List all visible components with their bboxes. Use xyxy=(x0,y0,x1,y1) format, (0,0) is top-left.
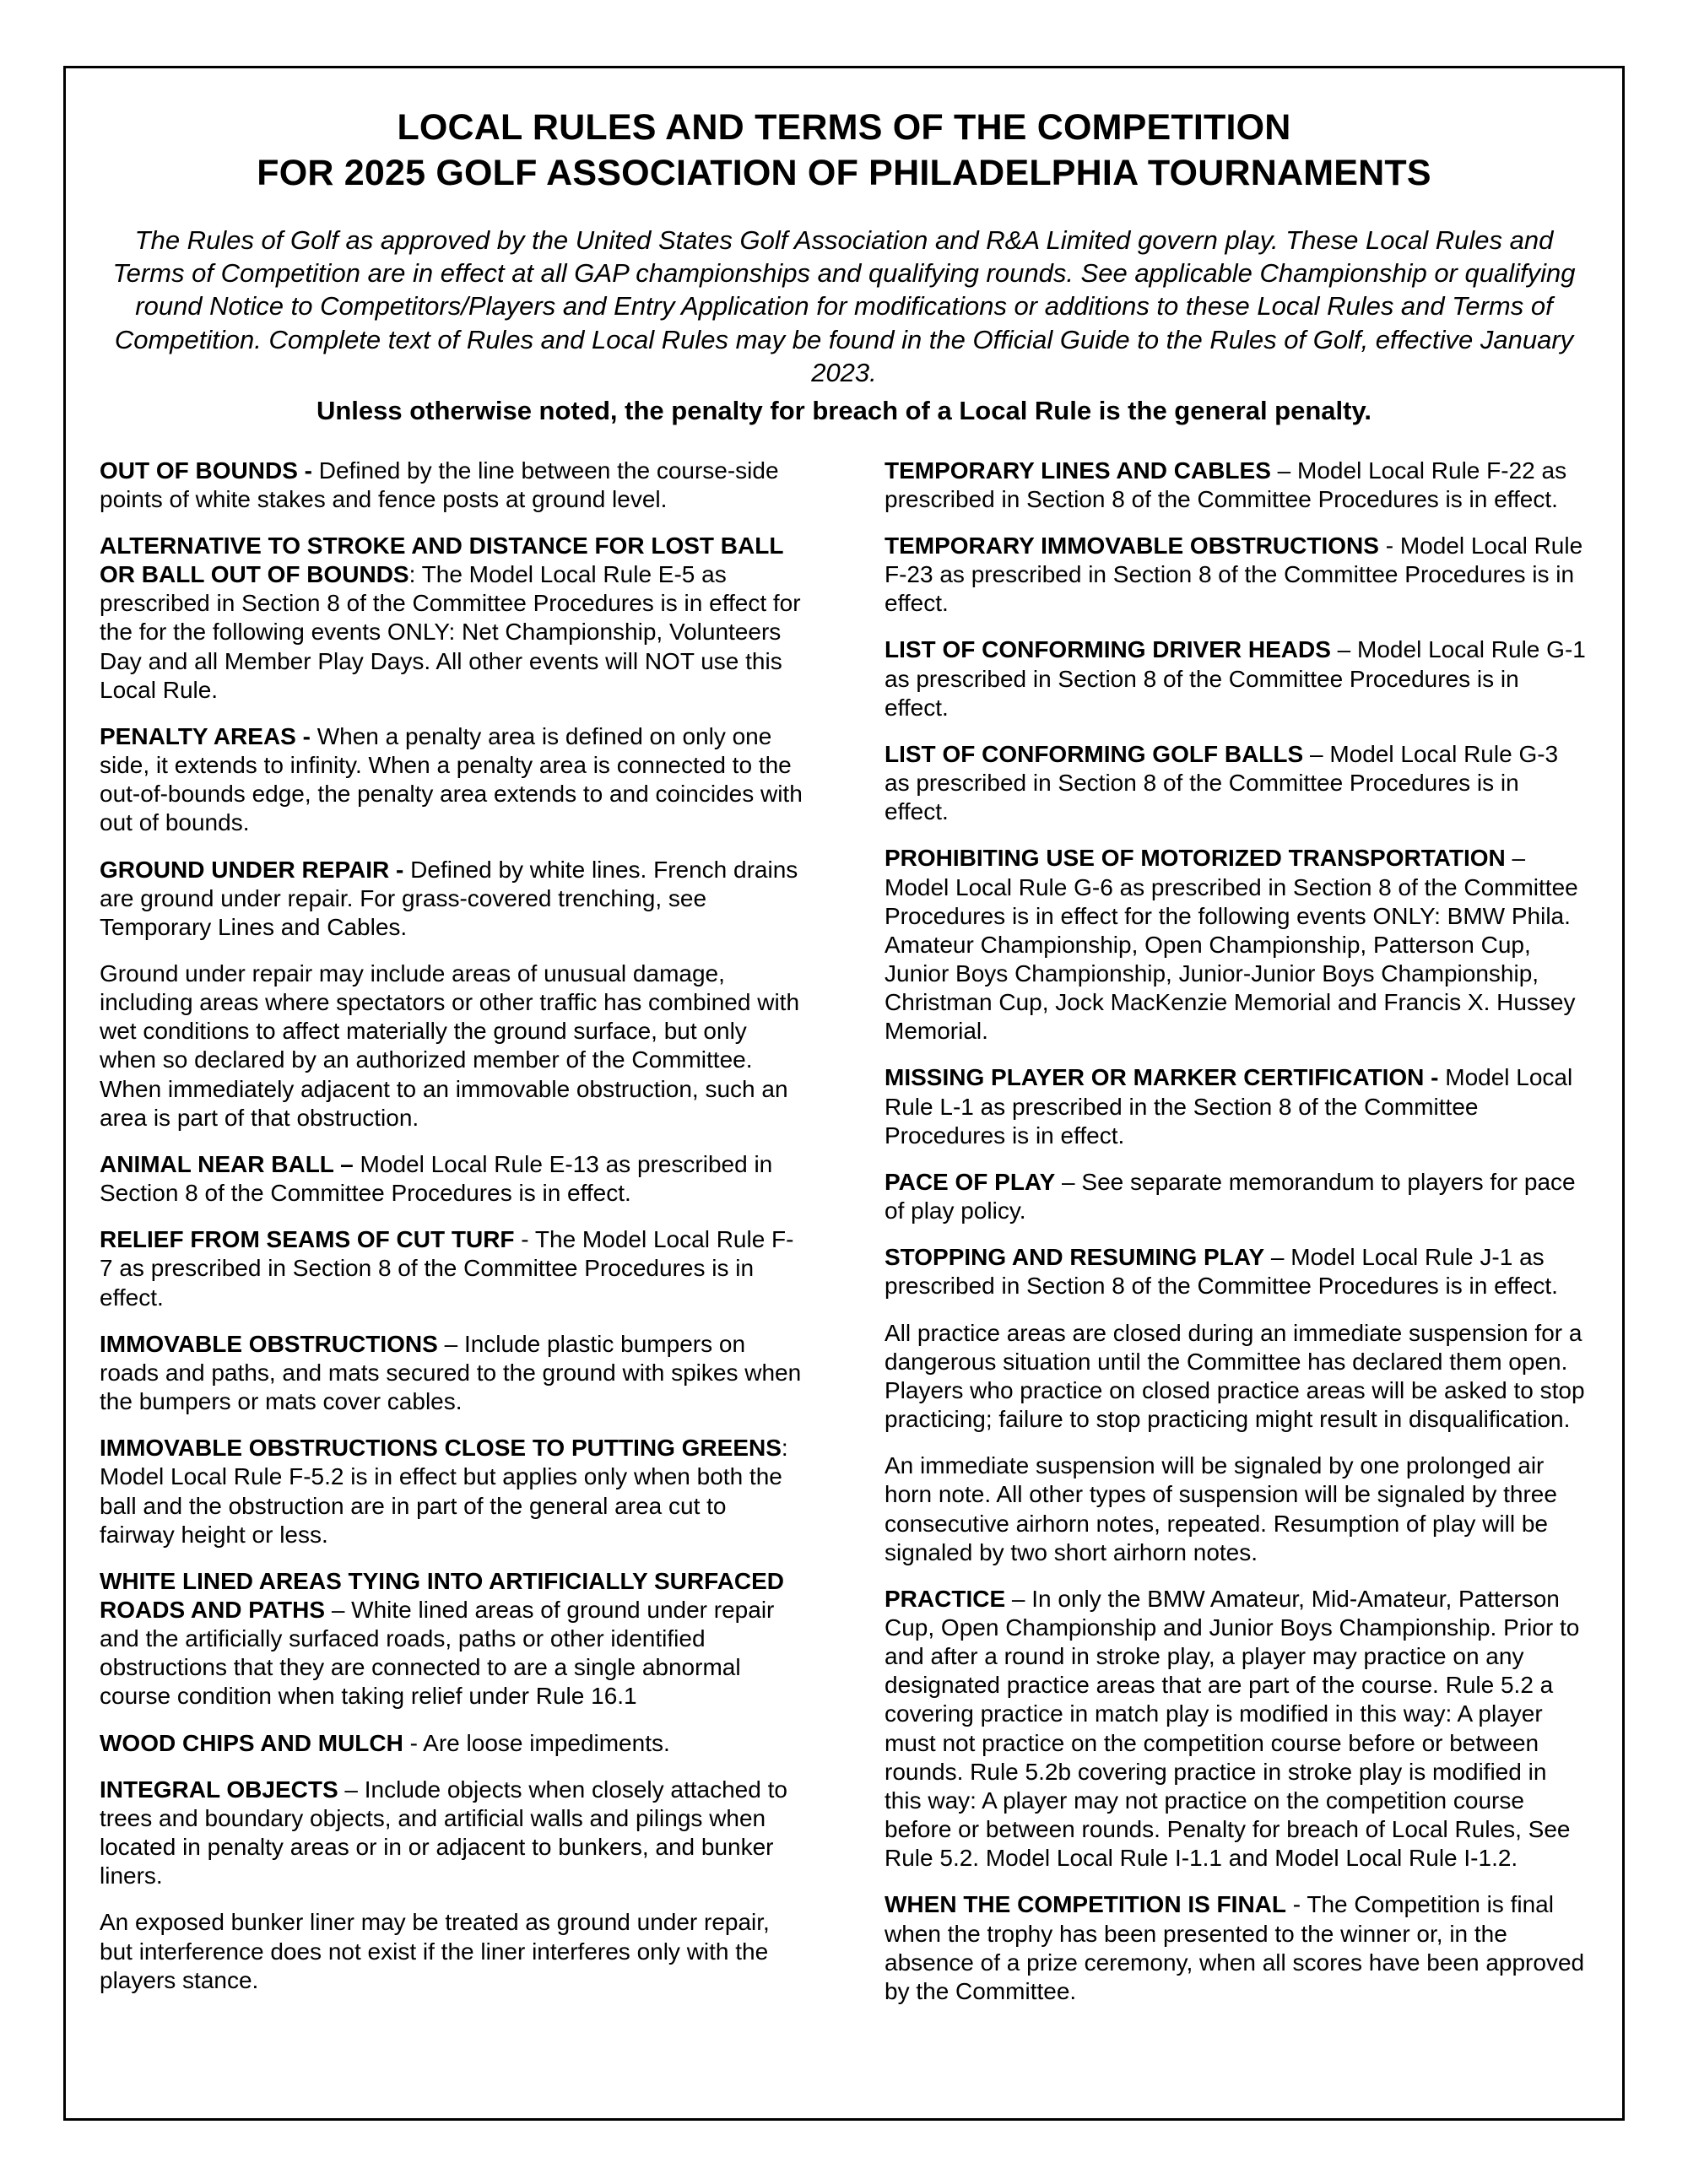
rule-section xyxy=(885,1243,1588,1300)
rule-section xyxy=(100,532,803,705)
rule-body: – Model Local Rule J-1 as prescribed in Section 8 of the Committee Procedures is in effect. xyxy=(885,1244,1558,1300)
rule-paragraph xyxy=(885,1451,1588,1567)
rule-paragraph xyxy=(885,1319,1588,1435)
rule-heading: TEMPORARY IMMOVABLE OBSTRUCTIONS xyxy=(885,532,1379,559)
rule-body: – Include objects when closely attached to trees and boundary objects, and artificial walls and pilings when located in penalty areas or in or adjacent to bunkers, and bunker liners. xyxy=(100,1776,787,1889)
rule-paragraph xyxy=(100,1908,803,1994)
rule-body: All practice areas are closed during an immediate suspension for a dangerous situation until the Committee has declared them open. Players who practice on closed practice areas will be asked to stop practicing; failure to stop practicing might result in disqualification. xyxy=(885,1319,1585,1433)
rule-section xyxy=(100,1330,803,1416)
rule-body: - Are loose impediments. xyxy=(403,1729,670,1756)
rule-body: - Model Local Rule F-23 as prescribed in Section 8 of the Committee Procedures is in effect. xyxy=(885,532,1583,617)
rule-body: – Model Local Rule G-1 as prescribed in Section 8 of the Committee Procedures is in effect. xyxy=(885,636,1586,721)
rule-section xyxy=(100,1567,803,1711)
rule-section xyxy=(885,635,1588,722)
rule-section xyxy=(100,1776,803,1891)
rule-heading: LIST OF CONFORMING GOLF BALLS xyxy=(885,740,1304,767)
rule-heading: RELIEF FROM SEAMS OF CUT TURF xyxy=(100,1226,515,1253)
rule-heading: WOOD CHIPS AND MULCH xyxy=(100,1729,403,1756)
rule-heading: OUT OF BOUNDS - xyxy=(100,457,319,484)
general-penalty-note: Unless otherwise noted, the penalty for breach of a Local Rule is the general penalty. xyxy=(316,396,1372,426)
rule-body: – See separate memorandum to players for pace of play policy. xyxy=(885,1168,1576,1224)
rule-section xyxy=(885,1168,1588,1225)
rule-heading: PENALTY AREAS - xyxy=(100,722,317,749)
rule-heading: MISSING PLAYER OR MARKER CERTIFICATION - xyxy=(885,1064,1446,1091)
rule-paragraph xyxy=(100,960,803,1133)
rule-heading: PROHIBITING USE OF MOTORIZED TRANSPORTATION xyxy=(885,845,1506,872)
rule-body: Defined by white lines. French drains are ground under repair. For grass-covered trenching, see Temporary Lines and Cables. xyxy=(100,856,798,940)
rule-section xyxy=(885,1063,1588,1149)
rule-section xyxy=(885,532,1588,618)
rule-heading: PRACTICE xyxy=(885,1585,1006,1612)
rule-section xyxy=(100,1729,803,1758)
rule-body: : Model Local Rule F-5.2 is in effect but applies only when both the ball and the obstruction are in part of the general area cut to fairway height or less. xyxy=(100,1435,788,1548)
rule-body: Model Local Rule E-13 as prescribed in Section 8 of the Committee Procedures is in effect. xyxy=(100,1150,773,1207)
document-border-frame xyxy=(63,66,1625,2121)
rule-section xyxy=(885,844,1588,1046)
rule-heading: IMMOVABLE OBSTRUCTIONS xyxy=(100,1330,438,1357)
rule-body: – Model Local Rule G-3 as prescribed in Section 8 of the Committee Procedures is in effect. xyxy=(885,740,1559,825)
rule-body: – Include plastic bumpers on roads and paths, and mats secured to the ground with spikes when the bumpers or mats cover cables. xyxy=(100,1330,802,1415)
rule-body: – White lined areas of ground under repair and the artificially surfaced roads, paths or other identified obstructions that they are connected to are a single abnormal course condition when taking relief under Rule 16.1 xyxy=(100,1596,775,1710)
rule-section xyxy=(100,1434,803,1549)
document-title xyxy=(100,105,1588,197)
rule-section xyxy=(885,457,1588,514)
rules-column-right xyxy=(885,457,1588,2024)
rule-heading: TEMPORARY LINES AND CABLES xyxy=(885,457,1271,484)
rule-section xyxy=(100,1150,803,1208)
rule-section xyxy=(885,1585,1588,1873)
rule-section xyxy=(100,722,803,838)
document-title-line1: LOCAL RULES AND TERMS OF THE COMPETITION xyxy=(397,107,1291,148)
rule-heading: ALTERNATIVE TO STROKE AND DISTANCE FOR LOST BALL OR BALL OUT OF BOUNDS xyxy=(100,532,783,588)
rule-heading: LIST OF CONFORMING DRIVER HEADS xyxy=(885,636,1331,663)
rule-body: When a penalty area is defined on only one side, it extends to infinity. When a penalty area is connected to the out-of-bounds edge, the penalty area extends to and coincides with out of bounds. xyxy=(100,722,803,836)
rule-heading: STOPPING AND RESUMING PLAY xyxy=(885,1244,1265,1271)
rule-heading: WHEN THE COMPETITION IS FINAL xyxy=(885,1891,1286,1918)
rule-section xyxy=(100,856,803,942)
rule-body: An exposed bunker liner may be treated as ground under repair, but interference does not exist if the liner interferes only with the players stance. xyxy=(100,1909,770,1993)
rule-heading: INTEGRAL OBJECTS xyxy=(100,1776,338,1803)
rule-body: An immediate suspension will be signaled by one prolonged air horn note. All other types of suspension will be signaled by three consecutive airhorn notes, repeated. Resumption of play will be signaled by two short airhorn notes. xyxy=(885,1452,1557,1565)
rule-body: - The Model Local Rule F-7 as prescribed in Section 8 of the Committee Procedures is in effect. xyxy=(100,1226,794,1311)
intro-paragraph: The Rules of Golf as approved by the United States Golf Association and R&A Limited govern play. These Local Rules and Terms of Competition are in effect at all GAP championships and qualifying rounds. See applicable Championship or qualifying round Notice to Competitors/Players and Entry Application for modifications or additions to these Local Rules and Terms of Competition. Complete text of Rules and Local Rules may be found in the Official Guide to the Rules of Golf, effective January 2023. xyxy=(112,224,1576,387)
rule-body: : The Model Local Rule E-5 as prescribed in Section 8 of the Committee Procedures is in effect for the for the following events ONLY: Net Championship, Volunteers Day and all Member Play Days. All other events will NOT use this Local Rule. xyxy=(100,561,801,703)
rule-body: Defined by the line between the course-side points of white stakes and fence posts at ground level. xyxy=(100,457,779,512)
rule-body: – Model Local Rule G-6 as prescribed in Section 8 of the Committee Procedures is in effect for the following events ONLY: BMW Phila. Amateur Championship, Open Championship, Patterson Cup, Junior Boys Championship, Junior-Junior Boys Championship, Christman Cup, Jock MacKenzie Memorial and Francis X. Hussey Memorial. xyxy=(885,845,1578,1045)
rule-body: Ground under repair may include areas of unusual damage, including areas where spectators or other traffic has combined with wet conditions to affect materially the ground surface, but only when so declared by an authorized member of the Committee. When immediately adjacent to an immovable obstruction, such an area is part of that obstruction. xyxy=(100,960,800,1131)
rule-body: Model Local Rule L-1 as prescribed in the Section 8 of the Committee Procedures is in effect. xyxy=(885,1064,1573,1149)
document-title-line2: FOR 2025 GOLF ASSOCIATION OF PHILADELPHIA TOURNAMENTS xyxy=(257,152,1431,193)
rule-body: – In only the BMW Amateur, Mid-Amateur, Patterson Cup, Open Championship and Junior Boys Championship. Prior to and after a round in stroke play, a player may practice on any designated practice areas that are part of the course. Rule 5.2 a covering practice in match play is modified in this way: A player must not practice on the competition course before or between rounds. Rule 5.2b covering practice in stroke play is modified in this way: A player may not practice on the competition course before or between rounds. Penalty for breach of Local Rules, See Rule 5.2. Model Local Rule I-1.1 and Model Local Rule I-1.2. xyxy=(885,1585,1580,1872)
rule-heading: PACE OF PLAY xyxy=(885,1168,1056,1195)
rule-heading: WHITE LINED AREAS TYING INTO ARTIFICIALLY SURFACED ROADS AND PATHS xyxy=(100,1567,785,1623)
rule-body: - The Competition is final when the trophy has been presented to the winner or, in the absence of a prize ceremony, when all scores have been approved by the Committee. xyxy=(885,1891,1585,2004)
rule-body: – Model Local Rule F-22 as prescribed in Section 8 of the Committee Procedures is in effect. xyxy=(885,457,1567,512)
rule-heading: ANIMAL NEAR BALL – xyxy=(100,1150,360,1177)
rule-heading: IMMOVABLE OBSTRUCTIONS CLOSE TO PUTTING GREENS xyxy=(100,1435,782,1462)
rule-section xyxy=(100,457,803,514)
rule-section xyxy=(885,740,1588,826)
rule-section xyxy=(885,1890,1588,2006)
rules-columns xyxy=(100,457,1588,2024)
rule-section xyxy=(100,1225,803,1311)
rule-heading: GROUND UNDER REPAIR - xyxy=(100,856,411,883)
rules-column-left xyxy=(100,457,803,2024)
